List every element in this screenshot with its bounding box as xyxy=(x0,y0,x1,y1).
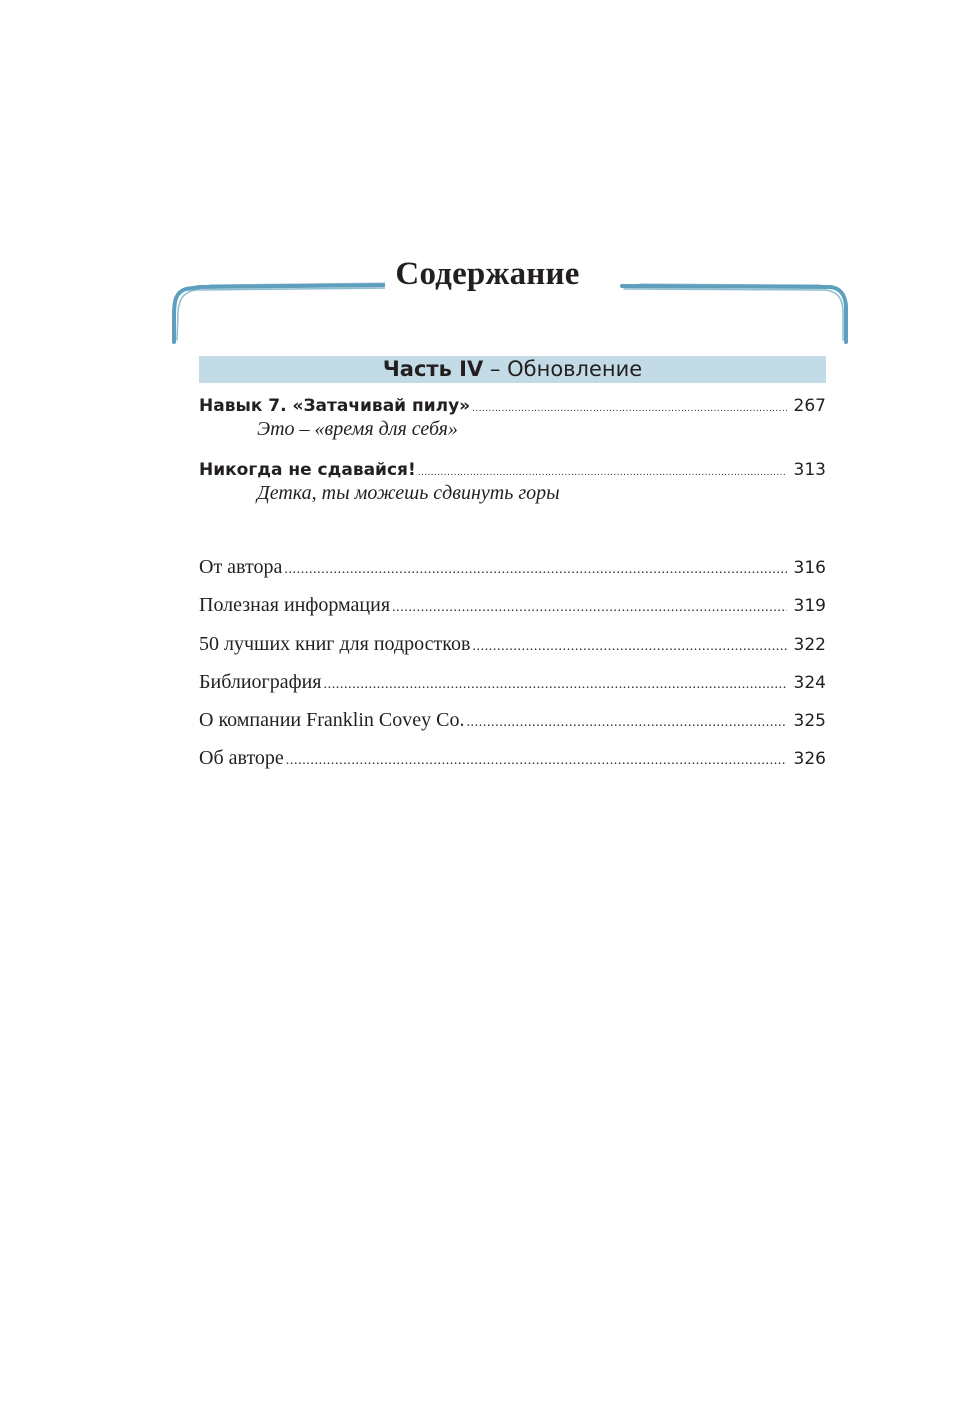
dot-leader xyxy=(472,639,786,655)
page-number: 324 xyxy=(793,673,826,693)
dot-leader xyxy=(418,468,787,478)
chapter-subtitle: Это – «время для себя» xyxy=(257,418,458,440)
chapter-subtitle: Детка, ты можешь сдвинуть горы xyxy=(257,482,560,504)
page-number: 326 xyxy=(793,749,826,769)
entry-label: От автора xyxy=(199,556,283,578)
part-separator: – xyxy=(489,357,501,381)
entry-label: Навык 7. «Затачивай пилу» xyxy=(199,396,471,416)
page-number: 313 xyxy=(793,460,826,480)
dot-leader xyxy=(324,677,787,693)
entry-label: Полезная информация xyxy=(199,594,391,616)
page-number: 325 xyxy=(793,711,826,731)
dot-leader xyxy=(286,753,787,769)
part-heading xyxy=(199,356,826,383)
toc-entry[interactable] xyxy=(199,594,826,617)
part-number: Часть IV xyxy=(382,357,484,381)
toc-entry-chapter[interactable] xyxy=(199,396,826,416)
toc-frame xyxy=(0,0,975,400)
part-name: Обновление xyxy=(507,357,643,381)
dot-leader xyxy=(466,715,786,731)
dot-leader xyxy=(392,600,787,616)
toc-entry[interactable] xyxy=(199,747,826,770)
page-title xyxy=(0,256,975,293)
page-number: 319 xyxy=(793,596,826,616)
entry-label: Библиография xyxy=(199,671,322,693)
entry-label: 50 лучших книг для подростков xyxy=(199,633,471,655)
entry-label: Никогда не сдавайся! xyxy=(199,460,416,480)
dot-leader xyxy=(284,562,786,578)
toc-entry-chapter[interactable] xyxy=(199,460,826,480)
entry-label: Об авторе xyxy=(199,747,284,769)
toc-entry[interactable] xyxy=(199,556,826,579)
title-text: Содержание xyxy=(385,256,589,292)
dot-leader xyxy=(472,404,786,414)
page-number: 322 xyxy=(793,635,826,655)
toc-entry[interactable] xyxy=(199,671,826,694)
page-number: 267 xyxy=(793,396,826,416)
toc-entry[interactable] xyxy=(199,709,826,732)
entry-label: О компании Franklin Covey Co. xyxy=(199,709,465,731)
toc-entry[interactable] xyxy=(199,633,826,656)
page-number: 316 xyxy=(793,558,826,578)
